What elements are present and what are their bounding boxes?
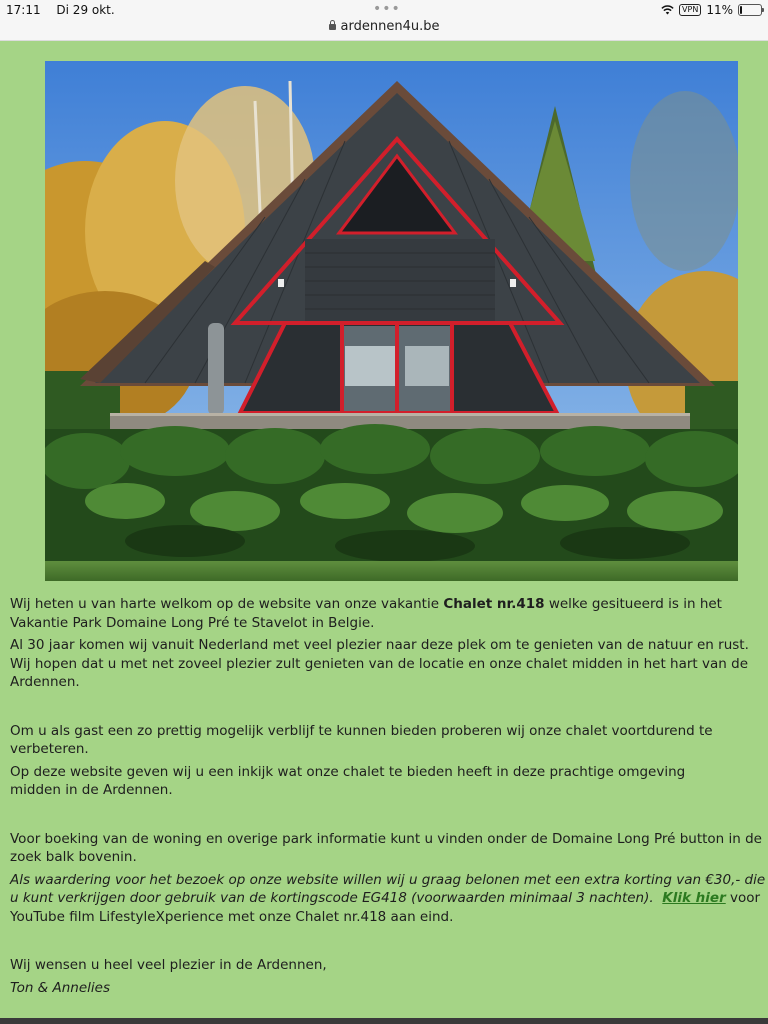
multitasking-dots-icon[interactable]: ••• <box>373 1 401 17</box>
overview-paragraph: Op deze website geven wij u een inkijk wat onze chalet te bieden heeft in deze prachtige omgeving midden in de Ardennen. <box>10 763 686 798</box>
status-left <box>6 3 127 17</box>
youtube-link[interactable]: Klik hier <box>662 890 726 906</box>
wishes-paragraph: Wij wensen u heel veel plezier in de Ardennen, <box>10 957 327 973</box>
welcome-text <box>10 595 768 997</box>
intro-text: Wij heten u van harte welkom op de website van onze vakantie <box>10 596 444 612</box>
lock-icon <box>329 24 336 30</box>
youtube-text: voor YouTube film LifestyleXperience met onze Chalet nr.418 aan eind. <box>10 890 761 925</box>
browser-topbar <box>0 0 768 41</box>
intro-text-end: welke gesitueerd is in het Vakantie Park Domaine Long Pré te Stavelot in Belgie. <box>10 596 722 631</box>
discount-text: Als waardering voor het bezoek op onze website willen wij u graag belonen met een extra korting van €30,- die u kunt verkrijgen door gebruik van de kortingscode EG418 (voorwaarden minimaal 3 nachten). <box>10 871 766 906</box>
url-text: ardennen4u.be <box>340 19 440 34</box>
bottom-edge <box>0 1018 768 1024</box>
discount-paragraph <box>10 871 768 927</box>
status-date: Di 29 okt. <box>56 3 115 17</box>
signature: Ton & Annelies <box>10 979 110 996</box>
wifi-icon <box>661 5 674 15</box>
address-bar[interactable] <box>0 19 768 34</box>
intro-paragraph <box>10 595 768 632</box>
chalet-name: Chalet nr.418 <box>443 596 545 612</box>
history-paragraph: Al 30 jaar komen wij vanuit Nederland met veel plezier naar deze plek om te genieten van de natuur en rust. Wij hopen dat u met net zoveel plezier zult genieten van de locatie en onze chalet midden in het hart van de Ardennen. <box>10 637 749 690</box>
vpn-badge: VPN <box>679 4 701 16</box>
hero-image-chalet <box>45 61 738 581</box>
status-time: 17:11 <box>6 3 41 17</box>
battery-icon <box>738 4 762 16</box>
status-right <box>661 3 762 17</box>
battery-percent: 11% <box>706 3 733 17</box>
improvement-paragraph: Om u als gast een zo prettig mogelijk verblijf te kunnen bieden proberen wij onze chalet voortdurend te verbeteren. <box>10 722 713 757</box>
booking-paragraph: Voor boeking van de woning en overige park informatie kunt u vinden onder de Domaine Long Pré button in de zoek balk bovenin. <box>10 830 762 865</box>
